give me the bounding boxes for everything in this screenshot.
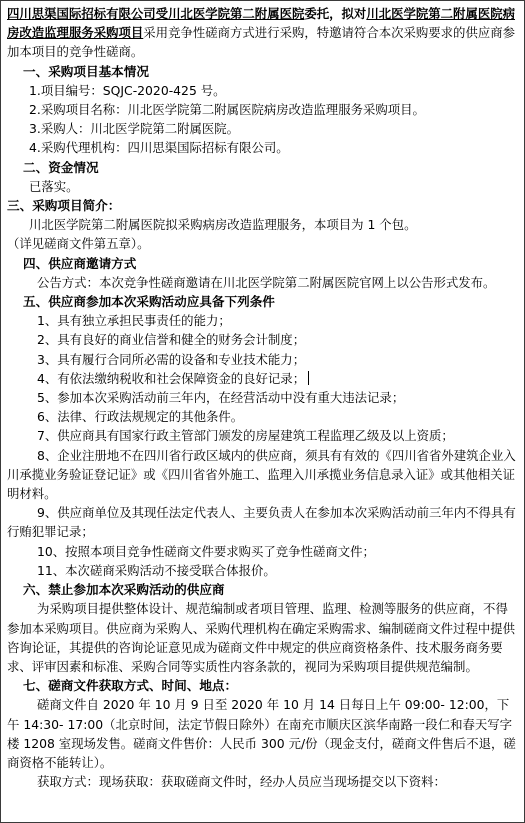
condition-4-row: [7, 369, 518, 388]
condition-7: 7、供应商具有国家行政主管部门颁发的房屋建筑工程监理乙级及以上资质；: [37, 428, 454, 444]
condition-11: 11、本次磋商采购活动不接受联合体报价。: [37, 562, 276, 578]
purchaser: 3.采购人：川北医学院第二附属医院。: [29, 121, 240, 137]
section-1-heading: 一、采购项目基本情况: [23, 63, 149, 79]
project-number: 1.项目编号：SQJC-2020-425 号。: [29, 82, 226, 98]
condition-5: 5、参加本次采购活动前三年内，在经营活动中没有重大违法记录；: [37, 390, 405, 406]
intro-entrust: 委托，拟对: [304, 6, 367, 21]
intro-paragraph: [7, 4, 518, 62]
procurement-agency: 4.采购代理机构：四川思渠国际招标有限公司。: [29, 140, 289, 156]
text-cursor: [308, 371, 309, 385]
section-5-heading: 五、供应商参加本次采购活动应具备下列条件: [23, 294, 275, 310]
funding-status: 已落实。: [29, 178, 79, 194]
condition-4: 4、有依法缴纳税收和社会保障资金的良好记录；: [37, 370, 306, 386]
project-name: 2.采购项目名称：川北医学院第二附属医院病房改造监理服务采购项目。: [29, 102, 425, 118]
condition-6: 6、法律、行政法规规定的其他条件。: [37, 409, 244, 425]
section-7-heading: 七、磋商文件获取方式、时间、地点：: [23, 678, 238, 694]
prohibited-suppliers-text: 为采购项目提供整体设计、规范编制或者项目管理、监理、检测等服务的供应商，不得参加本采购项目。供应商为采购人、采购代理机构在确定采购需求、编制磋商文件过程中提供咨询论证，其提供的咨询论证意见成为磋商文件中规定的供应商资格条件、技术服务商务要求、评审因素和标准、采购合同等实质性内容条款的，视同为采购项目提供规范编制。: [7, 601, 516, 674]
section-2-heading: 二、资金情况: [23, 159, 99, 175]
document-sale-text: 磋商文件自 2020 年 10 月 9 日至 2020 年 10 月 14 日每日上午 09:00- 12:00，下午 14:30- 17:00（北京时间，法定节假日除外）在南充市顺庆区滨华南路一段仁和春天写字楼 1208 室现场发售。磋商文件售价：人民币 300 元/份（现金支付，磋商文件售后不退，磋商资格不能转让）。: [7, 697, 516, 770]
intro-hospital: 川北医学院第二附属医院: [168, 6, 305, 21]
section-3-heading: 三、采购项目简介：: [7, 198, 121, 214]
intro-rest: 采用竞争性磋商方式进行采购，特邀请符合本次采购要求的供应商参加本项目的竞争性磋商。: [7, 25, 516, 60]
condition-1: 1、具有独立承担民事责任的能力；: [37, 313, 231, 329]
section-4-heading: 四、供应商邀请方式: [23, 255, 137, 271]
condition-3: 3、具有履行合同所必需的设备和专业技术能力；: [37, 351, 306, 367]
condition-2: 2、具有良好的商业信誉和健全的财务会计制度；: [37, 332, 306, 348]
intro-project: 川北医学院第二附属医院病房改造监理服务采购项目: [7, 6, 516, 41]
section-6-heading: 六、禁止参加本次采购活动的供应商: [23, 582, 225, 598]
condition-9: 9、供应商单位及其现任法定代表人、主要负责人在参加本次采购活动前三年内不得具有行贿犯罪记录；: [7, 505, 516, 540]
project-summary-note: （详见磋商文件第五章）。: [7, 236, 150, 252]
invitation-method: 公告方式：本次竞争性磋商邀请在川北医学院第二附属医院官网上以公告形式发布。: [37, 274, 496, 290]
intro-agency: 四川思渠国际招标有限公司受: [7, 6, 169, 21]
project-summary: 川北医学院第二附属医院拟采购病房改造监理服务，本项目为 1 个包。: [29, 217, 417, 233]
acquisition-method: 获取方式：现场获取：获取磋商文件时，经办人员应当现场提交以下资料：: [37, 774, 446, 790]
condition-10: 10、按照本项目竞争性磋商文件要求购买了竞争性磋商文件；: [37, 543, 375, 559]
condition-8: 8、企业注册地不在四川省行政区域内的供应商，须具有有效的《四川省省外建筑企业入川承揽业务验证登记证》或《四川省省外施工、监理入川承揽业务信息录入证》或其他相关证明材料。: [7, 447, 516, 502]
